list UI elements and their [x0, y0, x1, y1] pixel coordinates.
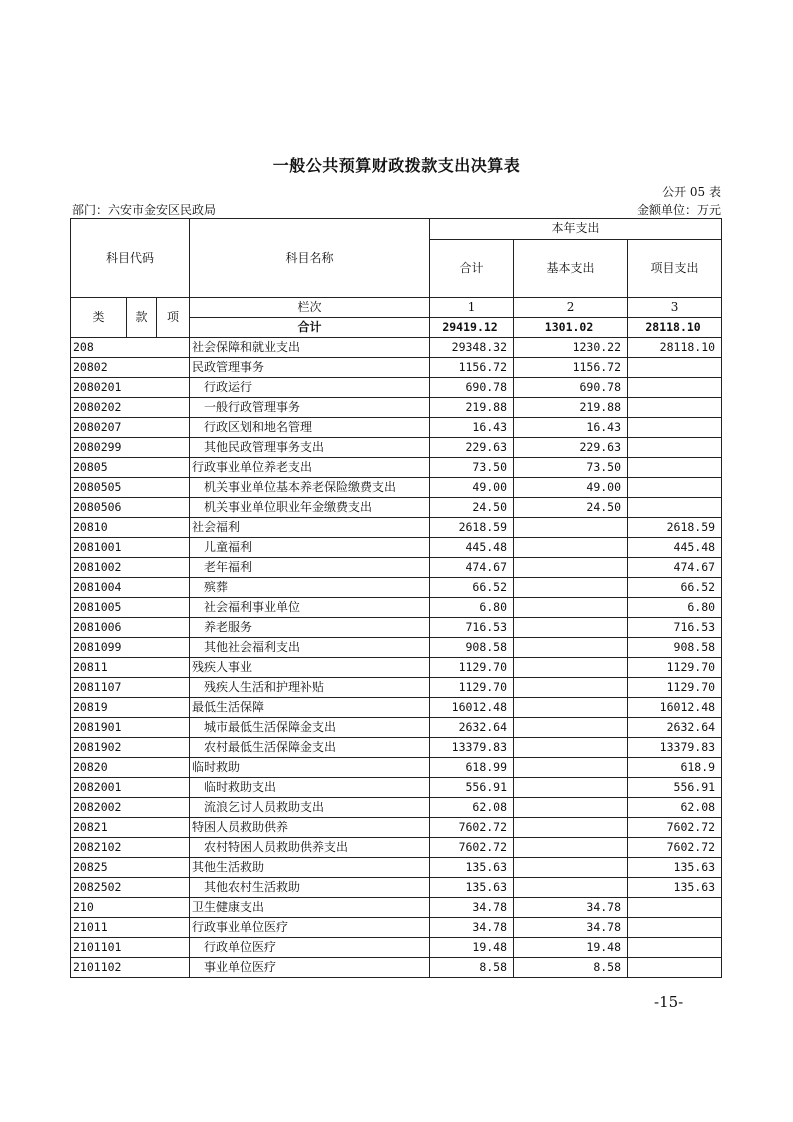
subject-name: 社会保障和就业支出 — [190, 338, 430, 358]
basic-value: 34.78 — [514, 918, 628, 938]
total-column-header: 合计 — [430, 239, 514, 297]
subject-name: 殡葬 — [190, 578, 430, 598]
page-number: -15- — [654, 993, 684, 1011]
table-row — [71, 818, 722, 838]
project-value: 556.91 — [628, 778, 722, 798]
project-value — [628, 418, 722, 438]
table-row — [71, 498, 722, 518]
name-header: 科目名称 — [190, 219, 430, 298]
total-value: 7602.72 — [430, 818, 514, 838]
subject-name: 机关事业单位基本养老保险缴费支出 — [190, 478, 430, 498]
subject-name: 其他生活救助 — [190, 858, 430, 878]
table-row — [71, 638, 722, 658]
basic-value — [514, 778, 628, 798]
total-value: 24.50 — [430, 498, 514, 518]
total-value: 690.78 — [430, 378, 514, 398]
project-column-header: 项目支出 — [628, 239, 722, 297]
total-value: 1129.70 — [430, 658, 514, 678]
project-value: 66.52 — [628, 578, 722, 598]
subject-code: 2081902 — [71, 738, 190, 758]
total-value: 73.50 — [430, 458, 514, 478]
table-row — [71, 598, 722, 618]
column-index-3: 3 — [628, 298, 722, 318]
subject-code: 2081099 — [71, 638, 190, 658]
table-row — [71, 738, 722, 758]
subject-name: 社会福利事业单位 — [190, 598, 430, 618]
total-value: 474.67 — [430, 558, 514, 578]
total-value: 34.78 — [430, 898, 514, 918]
project-value: 2618.59 — [628, 518, 722, 538]
table-row — [71, 918, 722, 938]
basic-value: 73.50 — [514, 458, 628, 478]
subject-code: 2081107 — [71, 678, 190, 698]
subject-code: 2081004 — [71, 578, 190, 598]
basic-value: 219.88 — [514, 398, 628, 418]
table-row — [71, 718, 722, 738]
subject-code: 2080299 — [71, 438, 190, 458]
subject-name: 残疾人生活和护理补贴 — [190, 678, 430, 698]
project-value — [628, 438, 722, 458]
column-index-2: 2 — [514, 298, 628, 318]
form-number: 公开 05 表 — [662, 185, 721, 199]
subject-name: 其他农村生活救助 — [190, 878, 430, 898]
table-row — [71, 338, 722, 358]
expenditure-table — [70, 218, 722, 978]
basic-value — [514, 578, 628, 598]
project-value: 16012.48 — [628, 698, 722, 718]
subject-code: 2081006 — [71, 618, 190, 638]
basic-value — [514, 798, 628, 818]
basic-value: 49.00 — [514, 478, 628, 498]
subject-code: 2101101 — [71, 938, 190, 958]
table-row — [71, 798, 722, 818]
total-value: 6.80 — [430, 598, 514, 618]
basic-value — [514, 638, 628, 658]
project-value: 908.58 — [628, 638, 722, 658]
basic-value: 690.78 — [514, 378, 628, 398]
subject-name: 最低生活保障 — [190, 698, 430, 718]
basic-value — [514, 538, 628, 558]
subject-code: 2081001 — [71, 538, 190, 558]
xiang-header: 项 — [157, 298, 190, 338]
project-value: 474.67 — [628, 558, 722, 578]
total-value: 16012.48 — [430, 698, 514, 718]
project-value: 135.63 — [628, 878, 722, 898]
project-value — [628, 938, 722, 958]
total-row-total: 29419.12 — [430, 318, 514, 338]
table-row — [71, 438, 722, 458]
subject-code: 2080202 — [71, 398, 190, 418]
subject-name: 行政单位医疗 — [190, 938, 430, 958]
total-value: 618.99 — [430, 758, 514, 778]
project-value — [628, 898, 722, 918]
column-index-row — [71, 298, 722, 318]
project-value: 1129.70 — [628, 658, 722, 678]
subject-name: 临时救助支出 — [190, 778, 430, 798]
subject-name: 事业单位医疗 — [190, 958, 430, 978]
subject-name: 残疾人事业 — [190, 658, 430, 678]
table-row — [71, 358, 722, 378]
total-value: 1156.72 — [430, 358, 514, 378]
total-value: 8.58 — [430, 958, 514, 978]
subject-name: 行政事业单位养老支出 — [190, 458, 430, 478]
subject-name: 流浪乞讨人员救助支出 — [190, 798, 430, 818]
basic-value — [514, 878, 628, 898]
subject-name: 行政区划和地名管理 — [190, 418, 430, 438]
subject-code: 20810 — [71, 518, 190, 538]
total-value: 135.63 — [430, 858, 514, 878]
project-value — [628, 398, 722, 418]
table-row — [71, 698, 722, 718]
table-row — [71, 378, 722, 398]
table-row — [71, 618, 722, 638]
table-row — [71, 678, 722, 698]
total-value: 19.48 — [430, 938, 514, 958]
basic-value — [514, 758, 628, 778]
subject-name: 老年福利 — [190, 558, 430, 578]
subject-code: 2080201 — [71, 378, 190, 398]
total-value: 135.63 — [430, 878, 514, 898]
total-value: 62.08 — [430, 798, 514, 818]
project-value: 13379.83 — [628, 738, 722, 758]
table-row — [71, 558, 722, 578]
project-value: 445.48 — [628, 538, 722, 558]
subject-name: 其他民政管理事务支出 — [190, 438, 430, 458]
basic-value: 8.58 — [514, 958, 628, 978]
table-row — [71, 418, 722, 438]
total-value: 16.43 — [430, 418, 514, 438]
subject-name: 其他社会福利支出 — [190, 638, 430, 658]
basic-value: 229.63 — [514, 438, 628, 458]
unit-label: 金额单位：万元 — [636, 203, 721, 217]
project-value: 618.9 — [628, 758, 722, 778]
total-value: 2632.64 — [430, 718, 514, 738]
basic-value — [514, 718, 628, 738]
project-value: 2632.64 — [628, 718, 722, 738]
project-value: 6.80 — [628, 598, 722, 618]
project-value — [628, 958, 722, 978]
basic-value — [514, 818, 628, 838]
basic-value: 1156.72 — [514, 358, 628, 378]
project-value — [628, 458, 722, 478]
kuan-header: 款 — [127, 298, 157, 338]
basic-column-header: 基本支出 — [514, 239, 628, 297]
basic-value — [514, 698, 628, 718]
subject-code: 2081005 — [71, 598, 190, 618]
subject-name: 社会福利 — [190, 518, 430, 538]
subject-name: 儿童福利 — [190, 538, 430, 558]
subject-code: 21011 — [71, 918, 190, 938]
subject-name: 农村最低生活保障金支出 — [190, 738, 430, 758]
basic-value: 19.48 — [514, 938, 628, 958]
subject-code: 2080505 — [71, 478, 190, 498]
table-row — [71, 518, 722, 538]
subject-name: 机关事业单位职业年金缴费支出 — [190, 498, 430, 518]
project-value: 1129.70 — [628, 678, 722, 698]
subject-name: 特困人员救助供养 — [190, 818, 430, 838]
year-expenditure-header: 本年支出 — [430, 219, 722, 240]
table-row — [71, 838, 722, 858]
subject-code: 20811 — [71, 658, 190, 678]
table-row — [71, 858, 722, 878]
total-value: 2618.59 — [430, 518, 514, 538]
basic-value — [514, 618, 628, 638]
subject-code: 2080207 — [71, 418, 190, 438]
subject-code: 20820 — [71, 758, 190, 778]
department-label: 部门：六安市金安区民政局 — [72, 203, 217, 217]
total-value: 716.53 — [430, 618, 514, 638]
code-header: 科目代码 — [71, 219, 190, 298]
basic-value — [514, 518, 628, 538]
total-row-label: 合计 — [190, 318, 430, 338]
lanci-label: 栏次 — [190, 298, 430, 318]
total-value: 34.78 — [430, 918, 514, 938]
total-value: 7602.72 — [430, 838, 514, 858]
subject-name: 行政运行 — [190, 378, 430, 398]
total-value: 49.00 — [430, 478, 514, 498]
table-row — [71, 398, 722, 418]
header-row-1 — [71, 219, 722, 240]
total-value: 908.58 — [430, 638, 514, 658]
project-value: 7602.72 — [628, 838, 722, 858]
project-value: 7602.72 — [628, 818, 722, 838]
project-value — [628, 358, 722, 378]
subject-name: 卫生健康支出 — [190, 898, 430, 918]
basic-value — [514, 658, 628, 678]
total-value: 29348.32 — [430, 338, 514, 358]
subject-code: 20805 — [71, 458, 190, 478]
subject-code: 2082001 — [71, 778, 190, 798]
subject-code: 2081901 — [71, 718, 190, 738]
subject-code: 2082102 — [71, 838, 190, 858]
column-index-1: 1 — [430, 298, 514, 318]
subject-code: 20819 — [71, 698, 190, 718]
basic-value — [514, 598, 628, 618]
basic-value: 24.50 — [514, 498, 628, 518]
total-value: 556.91 — [430, 778, 514, 798]
subject-name: 一般行政管理事务 — [190, 398, 430, 418]
subject-code: 2080506 — [71, 498, 190, 518]
subject-name: 农村特困人员救助供养支出 — [190, 838, 430, 858]
total-value: 219.88 — [430, 398, 514, 418]
table-row — [71, 538, 722, 558]
total-value: 66.52 — [430, 578, 514, 598]
table-row — [71, 898, 722, 918]
basic-value: 34.78 — [514, 898, 628, 918]
table-title: 一般公共预算财政拨款支出决算表 — [272, 156, 521, 175]
project-value: 62.08 — [628, 798, 722, 818]
lei-header: 类 — [71, 298, 127, 338]
subject-name: 城市最低生活保障金支出 — [190, 718, 430, 738]
subject-code: 208 — [71, 338, 190, 358]
subject-code: 20825 — [71, 858, 190, 878]
subject-name: 临时救助 — [190, 758, 430, 778]
table-row — [71, 958, 722, 978]
basic-value — [514, 838, 628, 858]
project-value: 28118.10 — [628, 338, 722, 358]
project-value — [628, 918, 722, 938]
project-value — [628, 378, 722, 398]
subject-code: 2082002 — [71, 798, 190, 818]
subject-name: 行政事业单位医疗 — [190, 918, 430, 938]
subject-code: 210 — [71, 898, 190, 918]
total-value: 229.63 — [430, 438, 514, 458]
total-row-project: 28118.10 — [628, 318, 722, 338]
basic-value — [514, 678, 628, 698]
basic-value: 1230.22 — [514, 338, 628, 358]
total-value: 445.48 — [430, 538, 514, 558]
table-row — [71, 478, 722, 498]
subject-code: 2082502 — [71, 878, 190, 898]
basic-value — [514, 738, 628, 758]
table-row — [71, 778, 722, 798]
total-value: 13379.83 — [430, 738, 514, 758]
table-row — [71, 938, 722, 958]
table-row — [71, 658, 722, 678]
total-value: 1129.70 — [430, 678, 514, 698]
project-value: 135.63 — [628, 858, 722, 878]
table-row — [71, 578, 722, 598]
table-row — [71, 458, 722, 478]
basic-value — [514, 858, 628, 878]
subject-code: 2081002 — [71, 558, 190, 578]
table-row — [71, 758, 722, 778]
subject-name: 民政管理事务 — [190, 358, 430, 378]
basic-value: 16.43 — [514, 418, 628, 438]
subject-code: 2101102 — [71, 958, 190, 978]
basic-value — [514, 558, 628, 578]
project-value — [628, 498, 722, 518]
project-value: 716.53 — [628, 618, 722, 638]
project-value — [628, 478, 722, 498]
subject-name: 养老服务 — [190, 618, 430, 638]
table-row — [71, 878, 722, 898]
total-row-basic: 1301.02 — [514, 318, 628, 338]
subject-code: 20802 — [71, 358, 190, 378]
subject-code: 20821 — [71, 818, 190, 838]
